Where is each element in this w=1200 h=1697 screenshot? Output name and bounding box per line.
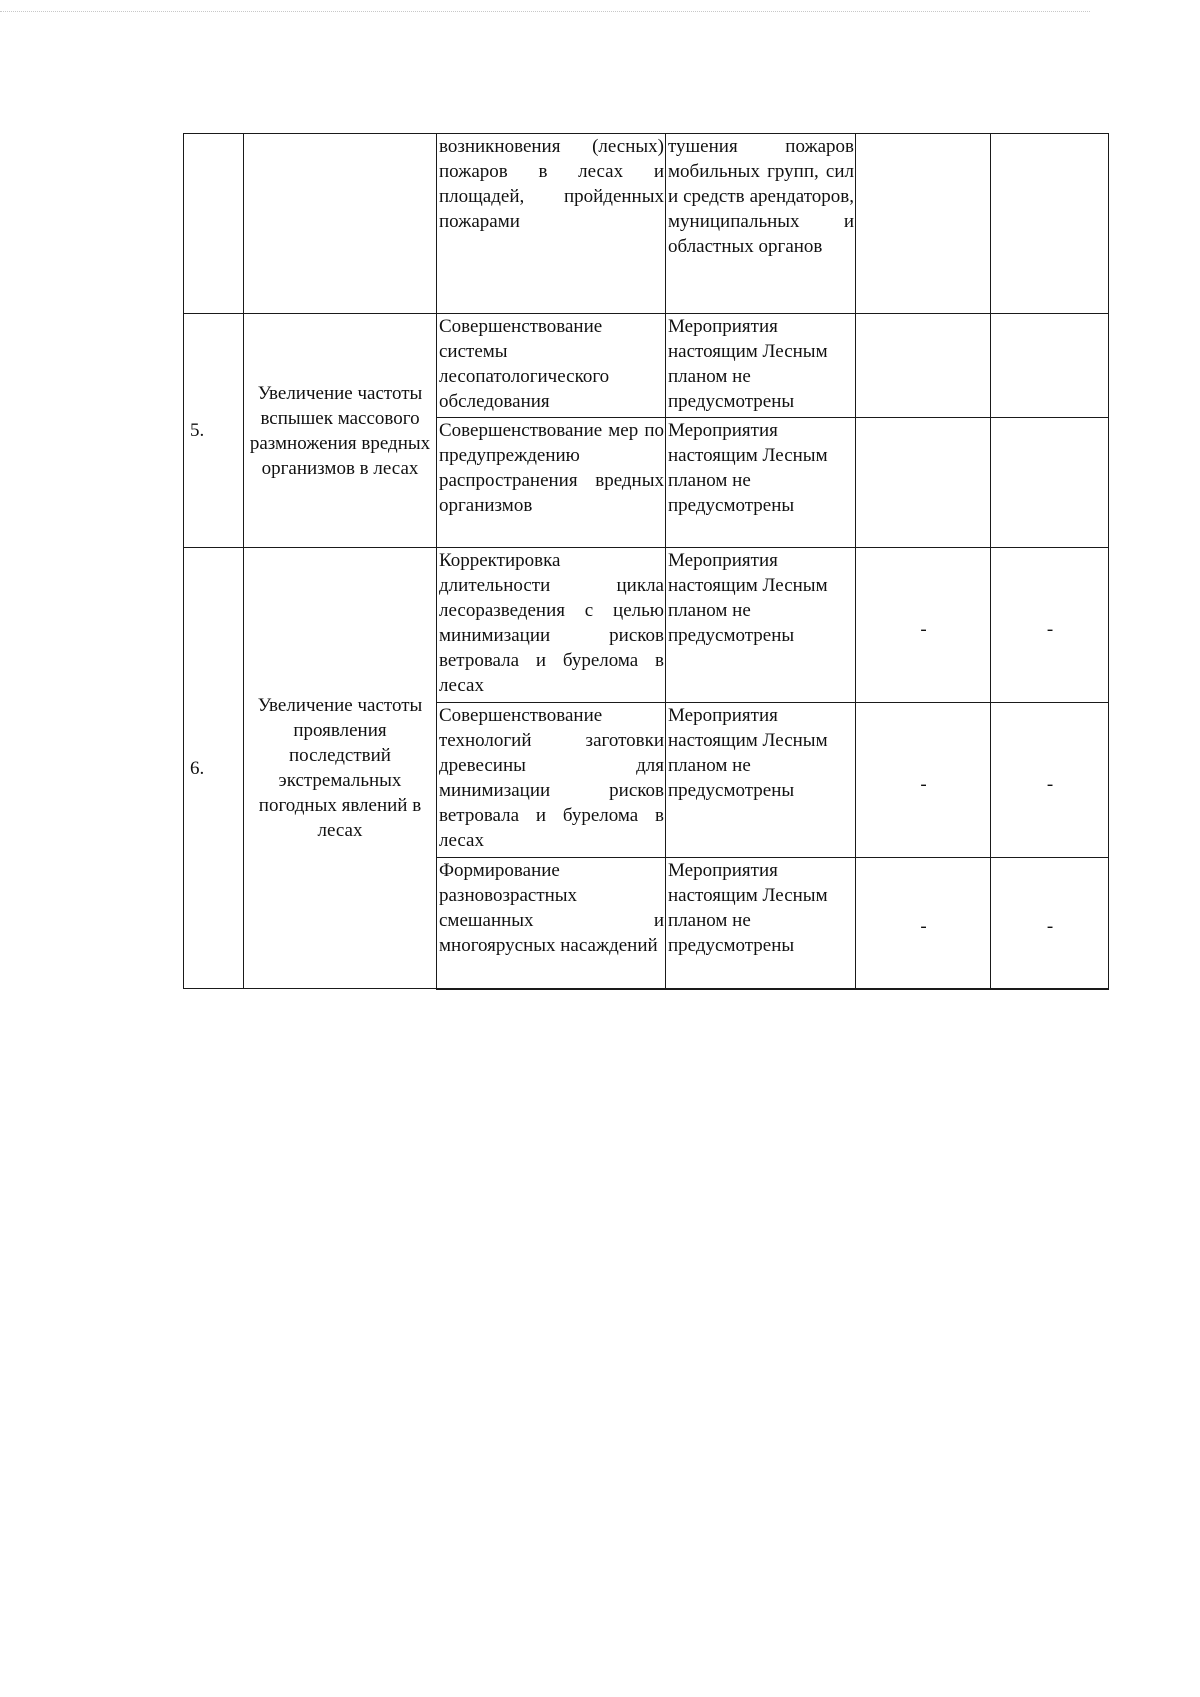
table-row-continuation — [184, 134, 1109, 314]
col6-cell — [991, 314, 1109, 418]
row-number: 5. — [184, 314, 244, 548]
measure-cell: Совершенствование системы лесопатологического обследования — [437, 314, 666, 418]
dash-value: - — [920, 618, 927, 640]
scan-edge-line — [0, 11, 1090, 12]
table-row — [184, 314, 1109, 418]
number-cell — [184, 134, 244, 314]
col6-cell — [991, 858, 1109, 989]
col6-cell — [991, 418, 1109, 548]
dash-value: - — [1046, 773, 1054, 795]
measure-cell: Совершенствование мер по предупреждению распространения вредных организмов — [437, 418, 666, 548]
col6-cell — [991, 134, 1109, 314]
col5-cell — [856, 548, 991, 703]
forest-plan-measures-table — [183, 133, 1109, 990]
measure-cell: Совершенствование технологий заготовки древесины для минимизации рисков ветровала и бурелома в лесах — [437, 703, 666, 858]
dash-value: - — [920, 916, 927, 938]
col6-cell — [991, 548, 1109, 703]
dash-value: - — [1046, 916, 1054, 938]
col5-cell — [856, 703, 991, 858]
col5-cell — [856, 418, 991, 548]
col5-cell — [856, 858, 991, 989]
dash-value: - — [920, 773, 927, 795]
risk-description: Увеличение частоты вспышек массового размножения вредных организмов в лесах — [244, 314, 437, 548]
status-cell: тушения пожаров мобильных групп, сил и средств арендаторов, муниципальных и областных органов — [666, 134, 856, 314]
risk-cell — [244, 134, 437, 314]
status-cell: Мероприятия настоящим Лесным планом не предусмотрены — [666, 858, 856, 989]
status-cell: Мероприятия настоящим Лесным планом не предусмотрены — [666, 548, 856, 703]
col5-cell — [856, 314, 991, 418]
status-cell: Мероприятия настоящим Лесным планом не предусмотрены — [666, 703, 856, 858]
measure-cell: Формирование разновозрастных смешанных и многоярусных насаждений — [437, 858, 666, 989]
risk-description: Увеличение частоты проявления последствий экстремальных погодных явлений в лесах — [244, 548, 437, 989]
table-row — [184, 548, 1109, 703]
measure-cell: Корректировка длительности цикла лесоразведения с целью минимизации рисков ветровала и бурелома в лесах — [437, 548, 666, 703]
status-cell: Мероприятия настоящим Лесным планом не предусмотрены — [666, 418, 856, 548]
col6-cell — [991, 703, 1109, 858]
row-number: 6. — [184, 548, 244, 989]
dash-value: - — [1046, 618, 1054, 640]
status-cell: Мероприятия настоящим Лесным планом не предусмотрены — [666, 314, 856, 418]
col5-cell — [856, 134, 991, 314]
measure-cell: возникновения (лесных) пожаров в лесах и площадей, пройденных пожарами — [437, 134, 666, 314]
